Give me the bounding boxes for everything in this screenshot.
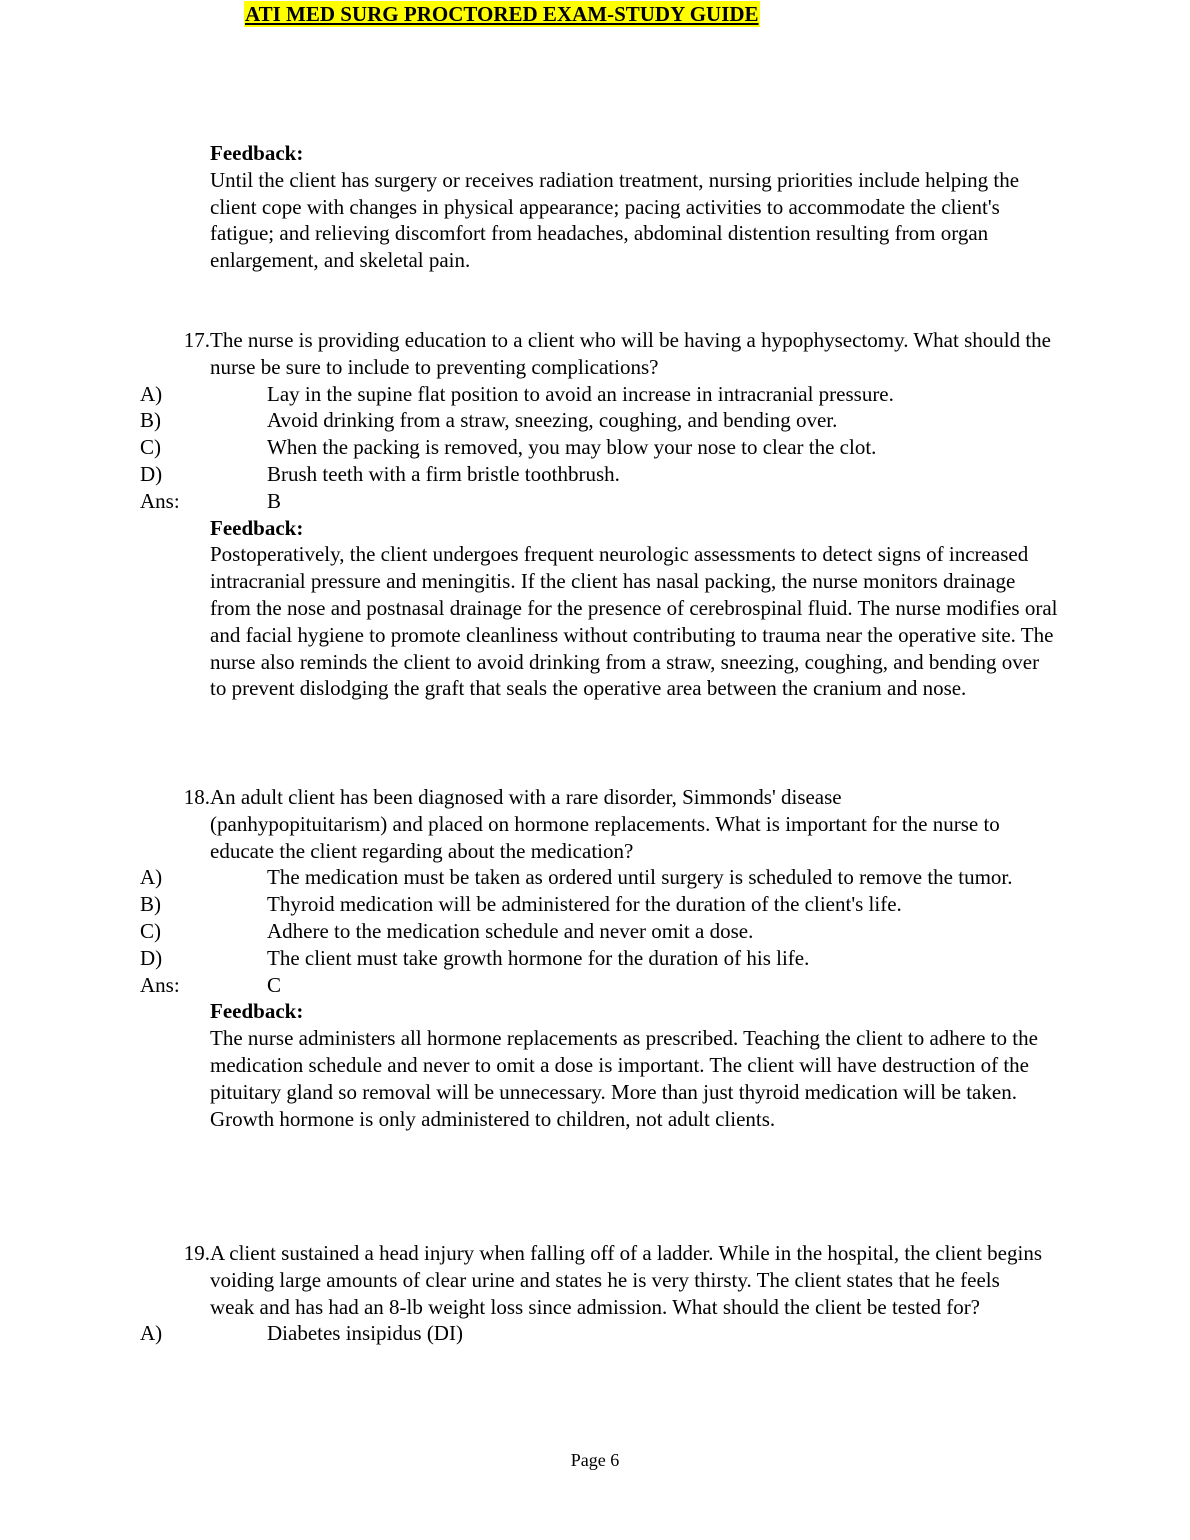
question-18 bbox=[140, 784, 1060, 1132]
answer-option bbox=[140, 918, 1060, 945]
document-title: ATI MED SURG PROCTORED EXAM-STUDY GUIDE bbox=[245, 2, 759, 26]
answer-label: Ans: bbox=[140, 488, 180, 513]
answer-option bbox=[140, 1320, 1060, 1347]
answer-row bbox=[140, 488, 1060, 515]
feedback-title: Feedback: bbox=[210, 999, 304, 1024]
feedback-18 bbox=[210, 998, 1060, 1132]
question-17 bbox=[140, 327, 1060, 702]
option-label: C) bbox=[140, 918, 161, 943]
question-19 bbox=[140, 1240, 1060, 1347]
option-text: Adhere to the medication schedule and never omit a dose. bbox=[267, 918, 754, 943]
option-text: Diabetes insipidus (DI) bbox=[267, 1321, 463, 1346]
option-text: Brush teeth with a firm bristle toothbrush. bbox=[267, 461, 620, 486]
feedback-text: Postoperatively, the client undergoes frequent neurologic assessments to detect signs of increased intracranial pressure and meningitis. If the client has nasal packing, the nurse monitors drainage from the nose and postnasal drainage for the presence of cerebrospinal fluid. The nurse modifies oral and facial hygiene to promote cleanliness without contributing to trauma near the operative site. The nurse also reminds the client to avoid drinking from a straw, sneezing, coughing, and bending over to prevent dislodging the graft that seals the operative area between the cranium and nose. bbox=[210, 542, 1058, 701]
question-number: 18. bbox=[183, 785, 210, 809]
answer-option bbox=[140, 864, 1060, 891]
answer-value: C bbox=[267, 972, 282, 997]
option-text: When the packing is removed, you may blow your nose to clear the clot. bbox=[267, 435, 877, 460]
option-label: A) bbox=[140, 1321, 163, 1346]
question-text: A client sustained a head injury when falling off of a ladder. While in the hospital, the client begins voiding large amounts of clear urine and states he is very thirsty. The client states that he feels weak and has had an 8-lb weight loss since admission. What should the client be tested for? bbox=[210, 1241, 1043, 1319]
answer-option bbox=[140, 381, 1060, 408]
option-label: D) bbox=[140, 945, 163, 970]
option-label: B) bbox=[140, 892, 161, 917]
answer-option bbox=[140, 945, 1060, 972]
question-text: An adult client has been diagnosed with a rare disorder, Simmonds' disease (panhypopituitarism) and placed on hormone replacements. What is important for the nurse to educate the client regarding about the medication? bbox=[210, 785, 1000, 863]
option-label: C) bbox=[140, 435, 161, 460]
answer-value: B bbox=[267, 488, 282, 513]
feedback-text: The nurse administers all hormone replacements as prescribed. Teaching the client to adhere to the medication schedule and never to omit a dose is important. The client will have destruction of the pituitary gland so removal will be unnecessary. More than just thyroid medication will be taken. Growth hormone is only administered to children, not adult clients. bbox=[210, 1026, 1038, 1131]
answer-option bbox=[140, 407, 1060, 434]
answer-option bbox=[140, 461, 1060, 488]
option-text: The client must take growth hormone for the duration of his life. bbox=[267, 945, 810, 970]
question-text: The nurse is providing education to a client who will be having a hypophysectomy. What should the nurse be sure to include to preventing complications? bbox=[210, 328, 1051, 379]
feedback-16 bbox=[210, 140, 1060, 274]
option-text: Avoid drinking from a straw, sneezing, coughing, and bending over. bbox=[267, 408, 838, 433]
answer-option bbox=[140, 434, 1060, 461]
question-number: 19. bbox=[183, 1241, 210, 1265]
feedback-title: Feedback: bbox=[210, 515, 304, 540]
answer-label: Ans: bbox=[140, 972, 180, 997]
answer-row bbox=[140, 972, 1060, 999]
option-label: B) bbox=[140, 408, 161, 433]
option-text: The medication must be taken as ordered until surgery is scheduled to remove the tumor. bbox=[267, 865, 1013, 890]
option-label: A) bbox=[140, 381, 163, 406]
answer-option bbox=[140, 891, 1060, 918]
option-text: Lay in the supine flat position to avoid an increase in intracranial pressure. bbox=[267, 381, 894, 406]
feedback-17 bbox=[210, 515, 1060, 703]
page-number: Page 6 bbox=[570, 1450, 620, 1470]
question-number: 17. bbox=[183, 328, 210, 352]
feedback-title: Feedback: bbox=[210, 141, 304, 165]
feedback-text: Until the client has surgery or receives radiation treatment, nursing priorities include helping the client cope with changes in physical appearance; pacing activities to accommodate the client's fatigue; and relieving discomfort from headaches, abdominal distention resulting from organ enlargement, and skeletal pain. bbox=[210, 167, 1020, 273]
option-text: Thyroid medication will be administered for the duration of the client's life. bbox=[267, 892, 902, 917]
option-label: D) bbox=[140, 461, 163, 486]
option-label: A) bbox=[140, 865, 163, 890]
